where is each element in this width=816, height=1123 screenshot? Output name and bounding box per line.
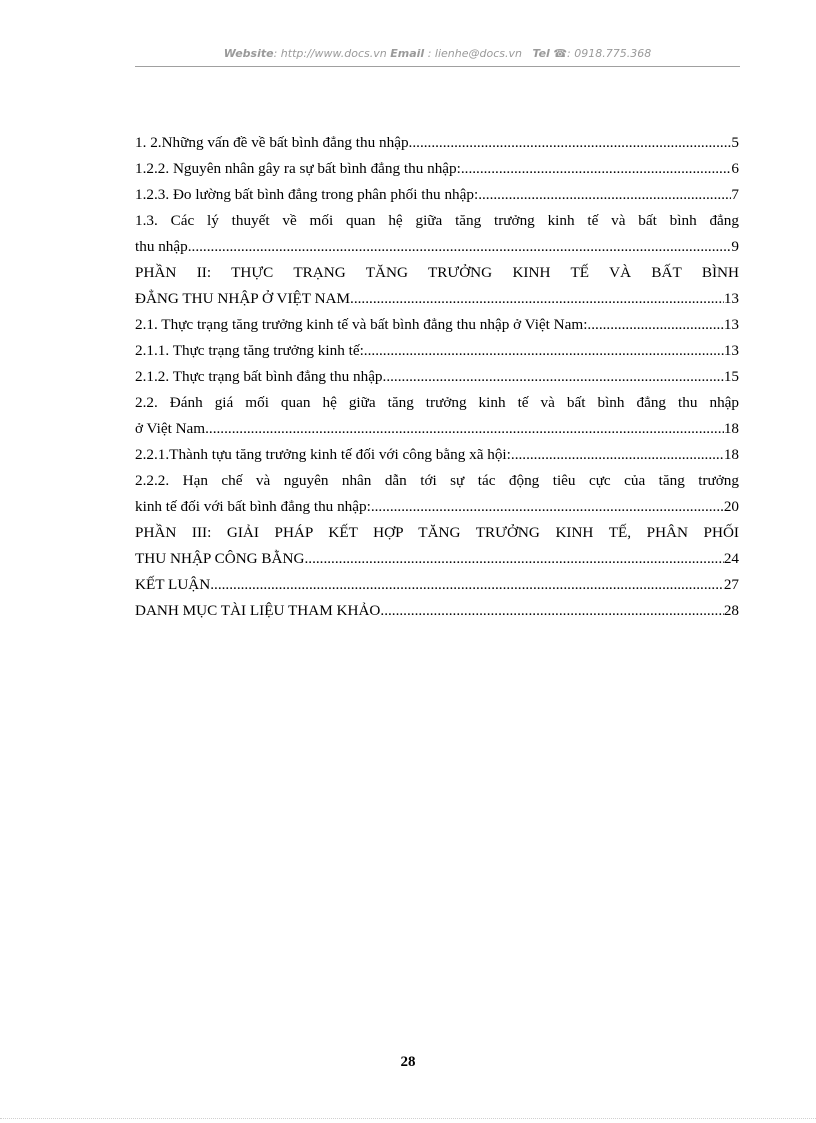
toc-leader-dots xyxy=(364,338,724,364)
toc-leader-dots xyxy=(478,182,731,208)
toc-entry-title: 2.1.2. Thực trạng bất bình đẳng thu nhập xyxy=(135,368,383,385)
toc-leader-dots xyxy=(210,572,724,598)
toc-entry-title-line2: thu nhập. xyxy=(135,238,192,255)
toc-entry-title: 2.2.1.Thành tựu tăng trưởng kinh tế đối với công bằng xã hội: xyxy=(135,446,511,463)
toc-entry-title-line2: THU NHẬP CÔNG BẰNG. xyxy=(135,550,309,567)
toc-entry-title: 1.2.2. Nguyên nhân gây ra sự bất bình đẳng thu nhập: xyxy=(135,160,461,177)
tel-value: : 0918.775.368 xyxy=(567,47,652,60)
toc-entry-page: 15 xyxy=(723,368,739,385)
toc-entry[interactable] xyxy=(135,312,739,338)
toc-entry-page: 28 xyxy=(723,602,739,619)
toc-entry-title: KẾT LUẬN xyxy=(135,576,211,593)
toc-entry[interactable] xyxy=(135,156,739,182)
toc-leader-dots xyxy=(354,286,724,312)
page-number: 28 xyxy=(400,1054,416,1070)
toc-entry-title-line2: ở Việt Nam. xyxy=(135,420,209,437)
toc-entry[interactable] xyxy=(135,338,739,364)
toc-entry-page: 20 xyxy=(723,498,739,515)
toc-entry-title-line1: PHẦN II: THỰC TRẠNG TĂNG TRƯỞNG KINH TẾ VÀ BẤT BÌNH xyxy=(135,264,739,281)
toc-entry-title-line2: ĐẲNG THU NHẬP Ở VIỆT NAM. xyxy=(135,290,354,307)
toc-leader-dots xyxy=(383,364,724,390)
email-value: : lienhe@docs.vn xyxy=(424,47,522,60)
toc-entry[interactable] xyxy=(135,520,739,572)
toc-entry-title: 2.1.1. Thực trạng tăng trưởng kinh tế: xyxy=(135,342,364,359)
toc-entry-title: 1. 2.Những vấn đề về bất bình đẳng thu nhập. xyxy=(135,134,413,151)
toc-leader-dots xyxy=(412,130,731,156)
toc-entry-page: 13 xyxy=(723,316,739,333)
toc-entry-page: 18 xyxy=(723,420,739,437)
toc-entry-title-line2: kinh tế đối với bất bình đẳng thu nhập: xyxy=(135,498,371,515)
toc-entry-title: DANH MỤC TÀI LIỆU THAM KHẢO xyxy=(135,602,381,619)
toc-entry[interactable] xyxy=(135,598,739,624)
toc-leader-dots xyxy=(380,598,723,624)
toc-entry-page: 13 xyxy=(723,342,739,359)
phone-icon: ☎ xyxy=(553,47,568,60)
toc-entry-title: 2.1. Thực trạng tăng trưởng kinh tế và bất bình đẳng thu nhập ở Việt Nam: xyxy=(135,316,588,333)
website-label: Website xyxy=(223,47,274,60)
toc-entry-title-line1: 1.3. Các lý thuyết về mối quan hệ giữa tăng trưởng kinh tế và bất bình đẳng xyxy=(135,212,739,229)
toc-entry-page: 24 xyxy=(723,550,739,567)
toc-entry[interactable] xyxy=(135,130,739,156)
page-header xyxy=(135,47,740,60)
toc-entry-page: 9 xyxy=(731,238,739,255)
toc-entry-title-line1: PHẦN III: GIẢI PHÁP KẾT HỢP TĂNG TRƯỞNG KINH TẾ, PHÂN PHỐI xyxy=(135,524,739,541)
toc-entry-title: 1.2.3. Đo lường bất bình đẳng trong phân phối thu nhập: xyxy=(135,186,479,203)
table-of-contents xyxy=(135,130,739,624)
toc-entry[interactable] xyxy=(135,442,739,468)
toc-entry-title-line1: 2.2. Đánh giá mối quan hệ giữa tăng trưởng kinh tế và bất bình đẳng thu nhập xyxy=(135,394,739,411)
email-label: Email xyxy=(390,47,425,60)
tel-label: Tel xyxy=(532,47,550,60)
toc-leader-dots xyxy=(461,156,732,182)
toc-entry-page: 5 xyxy=(731,134,739,151)
toc-entry[interactable] xyxy=(135,182,739,208)
toc-entry-page: 18 xyxy=(723,446,739,463)
toc-entry[interactable] xyxy=(135,260,739,312)
toc-entry-page: 27 xyxy=(723,576,739,593)
toc-leader-dots xyxy=(308,546,724,572)
header-divider xyxy=(135,66,740,67)
toc-entry-page: 7 xyxy=(731,186,739,203)
toc-entry-page: 6 xyxy=(731,160,739,177)
toc-entry[interactable] xyxy=(135,364,739,390)
toc-leader-dots xyxy=(192,234,732,260)
toc-entry[interactable] xyxy=(135,390,739,442)
toc-entry[interactable] xyxy=(135,468,739,520)
toc-entry-page: 13 xyxy=(723,290,739,307)
toc-leader-dots xyxy=(587,312,723,338)
website-value: : http://www.docs.vn xyxy=(273,47,387,60)
toc-leader-dots xyxy=(371,494,724,520)
toc-entry[interactable] xyxy=(135,572,739,598)
page-bottom-border xyxy=(0,1118,816,1119)
toc-entry-title-line1: 2.2.2. Hạn chế và nguyên nhân dẫn tới sự tác động tiêu cực của tăng trưởng xyxy=(135,472,739,489)
toc-leader-dots xyxy=(209,416,724,442)
toc-leader-dots xyxy=(511,442,724,468)
toc-entry[interactable] xyxy=(135,208,739,260)
